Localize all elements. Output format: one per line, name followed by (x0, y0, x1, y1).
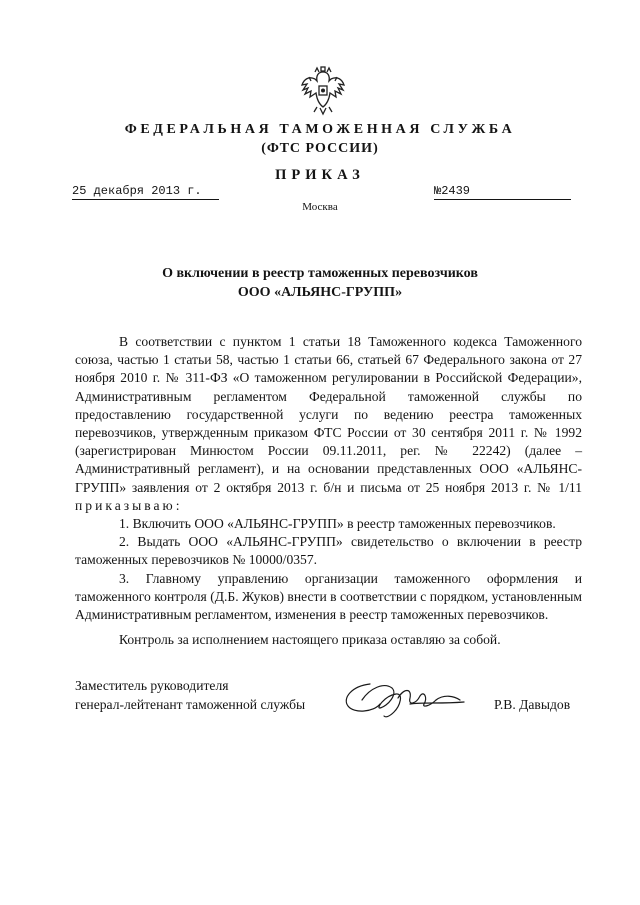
order-city: Москва (302, 201, 338, 213)
order-body (75, 333, 582, 624)
order-number: №2439 (434, 184, 571, 200)
order-item-3: 3. Главному управлению организации таможенного оформления и таможенного контроля (Д.Б. Жуков) внести в соответствии с порядком, установленным Административным регламентом, изменения в реестр таможенных перевозчиков. (75, 570, 582, 623)
order-date: 25 декабря 2013 г. (72, 184, 219, 200)
signer-title-line2: генерал-лейтенант таможенной службы (75, 697, 306, 712)
order-title-line1: О включении в реестр таможенных перевозчиков (162, 266, 478, 281)
order-item-2: 2. Выдать ООО «АЛЬЯНС-ГРУПП» свидетельство о включении в реестр таможенных перевозчиков № 10000/0357. (75, 534, 582, 568)
agency-name: ФЕДЕРАЛЬНАЯ ТАМОЖЕННАЯ СЛУЖБА (124, 122, 516, 137)
handwritten-signature-icon (340, 676, 470, 722)
order-keyword: приказываю: (75, 497, 183, 513)
coat-of-arms-icon (299, 66, 347, 116)
control-clause: Контроль за исполнением настоящего приказа оставляю за собой. (119, 632, 501, 647)
preamble-text: В соответствии с пунктом 1 статьи 18 Таможенного кодекса Таможенного союза, частью 1 статьи 58, частью 1 статьи 66, статьей 67 Федерального закона от 27 ноября 2010 г. № 311-ФЗ «О таможенном регулировании в Российской Федерации», Административным регламентом Федеральной таможенной службы по предоставлению государственной услуги по ведению реестра таможенных перевозчиков, утвержденным приказом ФТС России от 30 сентября 2011 г. № 1992 (зарегистрирован Минюстом России 09.11.2011, рег. № 22242) (далее – Административный регламент), и на основании представленных ООО «АЛЬЯНС-ГРУПП» заявления от 2 октября 2013 г. б/н и письма от 25 ноября 2013 г. № 1/11 (75, 334, 582, 495)
order-item-1: 1. Включить ООО «АЛЬЯНС-ГРУПП» в реестр таможенных перевозчиков. (119, 516, 556, 532)
agency-short-name: (ФТС РОССИИ) (261, 141, 379, 156)
preamble-paragraph (75, 333, 582, 515)
order-title-line2: ООО «АЛЬЯНС-ГРУПП» (237, 285, 403, 300)
document-type: ПРИКАЗ (275, 167, 365, 183)
signer-name: Р.В. Давыдов (494, 697, 571, 712)
signer-title-line1: Заместитель руководителя (75, 678, 229, 693)
